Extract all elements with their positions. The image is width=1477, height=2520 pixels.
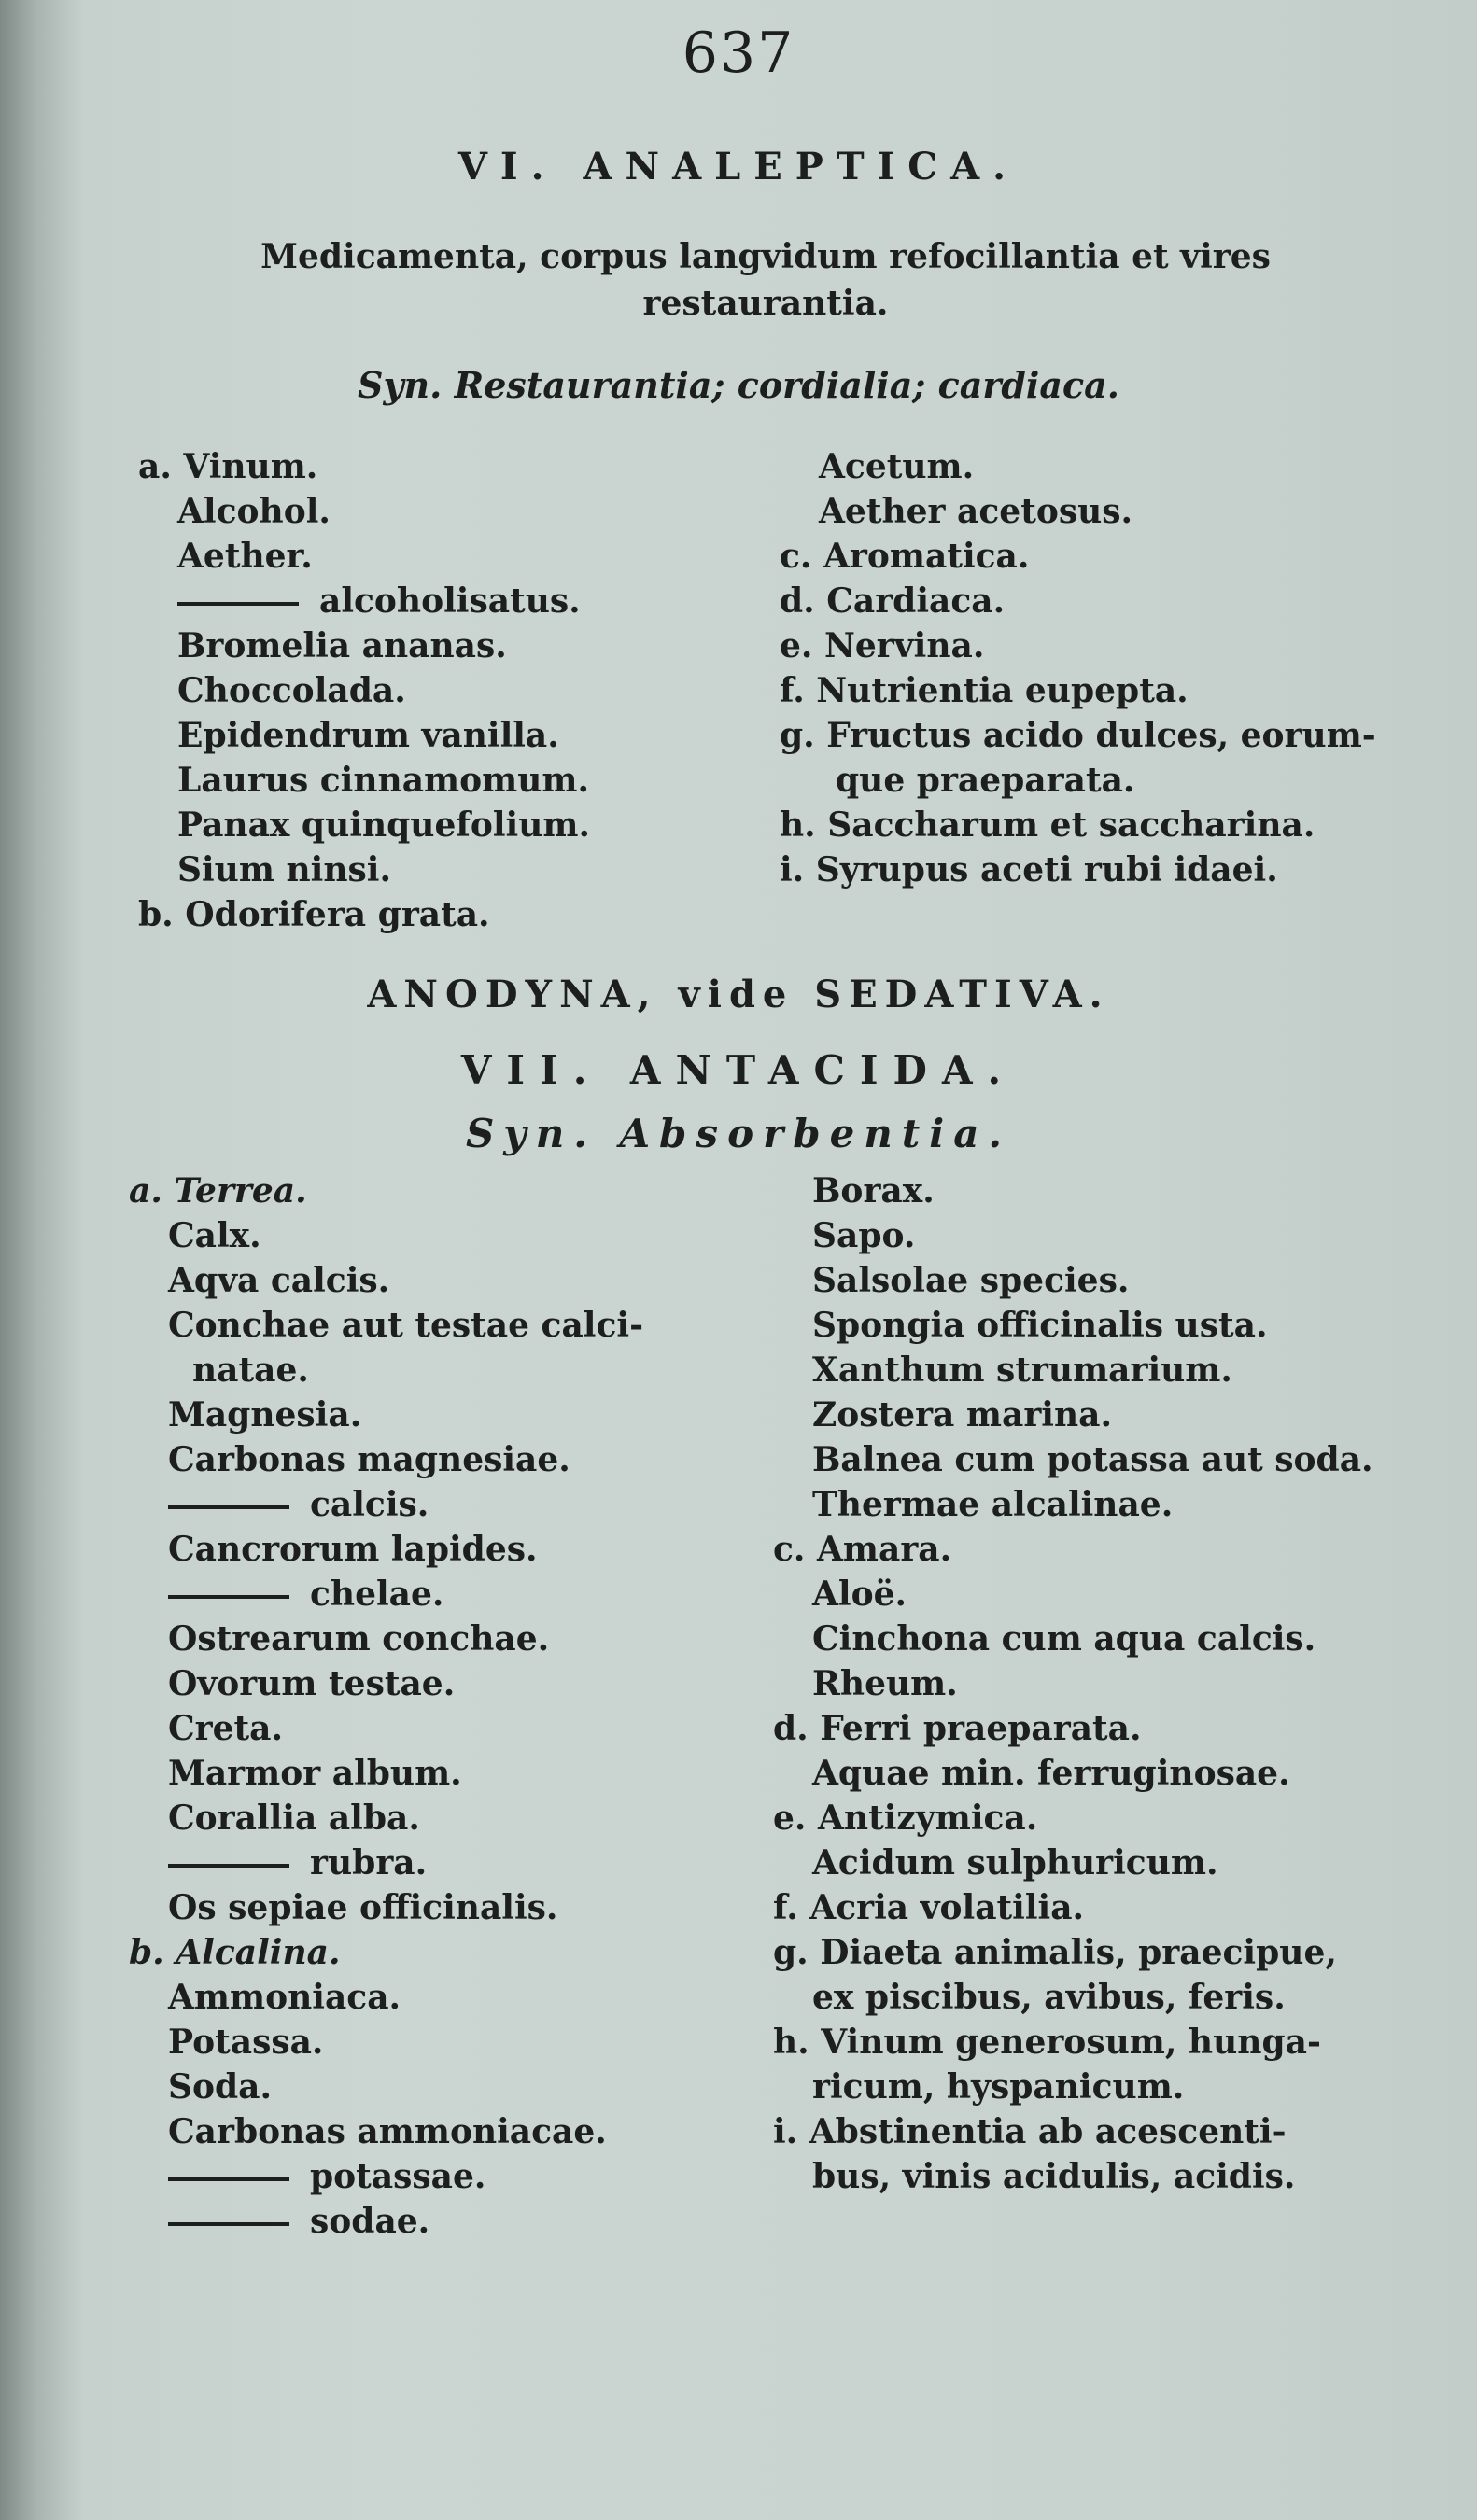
list-item: Ammoniaca. bbox=[168, 1978, 401, 2017]
list-item: i. Abstinentia ab acescenti- bbox=[773, 2112, 1287, 2151]
list-item: Carbonas ammoniacae. bbox=[168, 2112, 607, 2151]
list-item: Aquae min. ferruginosae. bbox=[812, 1754, 1290, 1793]
list-item: b. Odorifera grata. bbox=[138, 895, 490, 934]
list-item: e. Antizymica. bbox=[773, 1799, 1038, 1838]
ditto-dash bbox=[168, 1595, 289, 1599]
ditto-dash bbox=[168, 1864, 289, 1868]
list-item: Os sepiae officinalis. bbox=[168, 1888, 558, 1927]
list-item bbox=[129, 1841, 643, 1885]
ditto-dash bbox=[177, 602, 299, 606]
list-item: g. Diaeta animalis, praecipue, bbox=[773, 1933, 1337, 1972]
list-item: Thermae alcalinae. bbox=[812, 1485, 1174, 1524]
list-item: g. Fructus acido dulces, eorum- bbox=[780, 716, 1376, 755]
list-item: f. Nutrientia eupepta. bbox=[780, 671, 1189, 710]
list-item: f. Acria volatilia. bbox=[773, 1888, 1085, 1927]
list-item: c. Amara. bbox=[773, 1530, 952, 1569]
ditto-dash bbox=[168, 2177, 289, 2181]
list-item: Acidum sulphuricum. bbox=[812, 1843, 1218, 1883]
list-item: Bromelia ananas. bbox=[177, 626, 507, 665]
list-item bbox=[129, 1482, 643, 1527]
list-item: Alcohol. bbox=[177, 492, 331, 531]
analeptica-right-column bbox=[780, 444, 1376, 892]
section-description: Medicamenta, corpus langvidum refocillantia et vires restaurantia. bbox=[260, 237, 1271, 323]
list-item: Salsolae species. bbox=[812, 1261, 1130, 1300]
list-item: Xanthum strumarium. bbox=[812, 1351, 1232, 1390]
list-item: Cancrorum lapides. bbox=[168, 1530, 538, 1569]
list-item: a. Vinum. bbox=[138, 447, 318, 486]
analeptica-left-column bbox=[138, 444, 590, 937]
list-item: h. Vinum generosum, hunga- bbox=[773, 2023, 1321, 2062]
list-item: d. Ferri praeparata. bbox=[773, 1709, 1142, 1748]
list-item: a. Terrea. bbox=[129, 1171, 307, 1211]
ditto-dash bbox=[168, 2222, 289, 2226]
list-item: que praeparata. bbox=[836, 761, 1135, 800]
list-item: Choccolada. bbox=[177, 671, 406, 710]
list-item: Panax quinquefolium. bbox=[177, 805, 591, 845]
section-heading-antacida: VII. ANTACIDA. bbox=[460, 1047, 1017, 1093]
list-item-text: sodae. bbox=[310, 2202, 430, 2241]
list-item: Ovorum testae. bbox=[168, 1664, 456, 1703]
synonyms-antacida: Syn. Absorbentia. bbox=[465, 1111, 1012, 1156]
list-item: Corallia alba. bbox=[168, 1799, 420, 1838]
list-item: Epidendrum vanilla. bbox=[177, 716, 559, 755]
list-item: Sapo. bbox=[812, 1216, 916, 1255]
list-item bbox=[138, 579, 590, 623]
list-item-text: chelae. bbox=[310, 1575, 444, 1614]
list-item: h. Saccharum et saccharina. bbox=[780, 805, 1315, 845]
list-item: Marmor album. bbox=[168, 1754, 462, 1793]
list-item: Creta. bbox=[168, 1709, 284, 1748]
list-item: bus, vinis acidulis, acidis. bbox=[812, 2157, 1296, 2196]
list-item: d. Cardiaca. bbox=[780, 581, 1006, 621]
list-item: Acetum. bbox=[819, 447, 975, 486]
list-item bbox=[129, 2199, 643, 2244]
list-item: Aqva calcis. bbox=[168, 1261, 390, 1300]
list-item: Ostrearum conchae. bbox=[168, 1619, 550, 1659]
list-item: Sium ninsi. bbox=[177, 850, 391, 889]
list-item: Conchae aut testae calci- bbox=[168, 1306, 644, 1345]
list-item: Balnea cum potassa aut soda. bbox=[812, 1440, 1373, 1479]
ditto-dash bbox=[168, 1505, 289, 1509]
antacida-right-column bbox=[773, 1169, 1373, 2199]
list-item bbox=[129, 1572, 643, 1617]
list-item: Calx. bbox=[168, 1216, 261, 1255]
list-item: Rheum. bbox=[812, 1664, 958, 1703]
list-item: Zostera marina. bbox=[812, 1395, 1113, 1435]
page-number: 637 bbox=[682, 21, 795, 86]
list-item: Spongia officinalis usta. bbox=[812, 1306, 1268, 1345]
list-item: e. Nervina. bbox=[780, 626, 985, 665]
cross-reference-anodyna: ANODYNA, vide SEDATIVA. bbox=[367, 973, 1110, 1016]
list-item: i. Syrupus aceti rubi idaei. bbox=[780, 850, 1278, 889]
list-item-text: calcis. bbox=[310, 1485, 429, 1524]
list-item: Aether acetosus. bbox=[819, 492, 1133, 531]
list-item: ex piscibus, avibus, feris. bbox=[812, 1978, 1286, 2017]
list-item: c. Aromatica. bbox=[780, 537, 1030, 576]
list-item: Carbonas magnesiae. bbox=[168, 1440, 570, 1479]
list-item-text: rubra. bbox=[310, 1843, 428, 1883]
list-item: ricum, hyspanicum. bbox=[812, 2067, 1185, 2107]
list-item: natae. bbox=[192, 1351, 309, 1390]
list-item: Potassa. bbox=[168, 2023, 324, 2062]
list-item-text: potassae. bbox=[310, 2157, 486, 2196]
list-item: Cinchona cum aqua calcis. bbox=[812, 1619, 1316, 1659]
list-item: Magnesia. bbox=[168, 1395, 362, 1435]
list-item: Aloë. bbox=[812, 1575, 907, 1614]
synonyms-analeptica: Syn. Restaurantia; cordialia; cardiaca. bbox=[358, 364, 1119, 406]
list-item: b. Alcalina. bbox=[129, 1933, 341, 1972]
section-heading-analeptica: VI. ANALEPTICA. bbox=[457, 145, 1020, 189]
list-item: Soda. bbox=[168, 2067, 273, 2107]
list-item: Laurus cinnamomum. bbox=[177, 761, 590, 800]
list-item bbox=[129, 2154, 643, 2199]
list-item: Borax. bbox=[812, 1171, 935, 1211]
list-item-text: alcoholisatus. bbox=[319, 581, 581, 621]
list-item: Aether. bbox=[177, 537, 313, 576]
antacida-left-column bbox=[129, 1169, 643, 2244]
